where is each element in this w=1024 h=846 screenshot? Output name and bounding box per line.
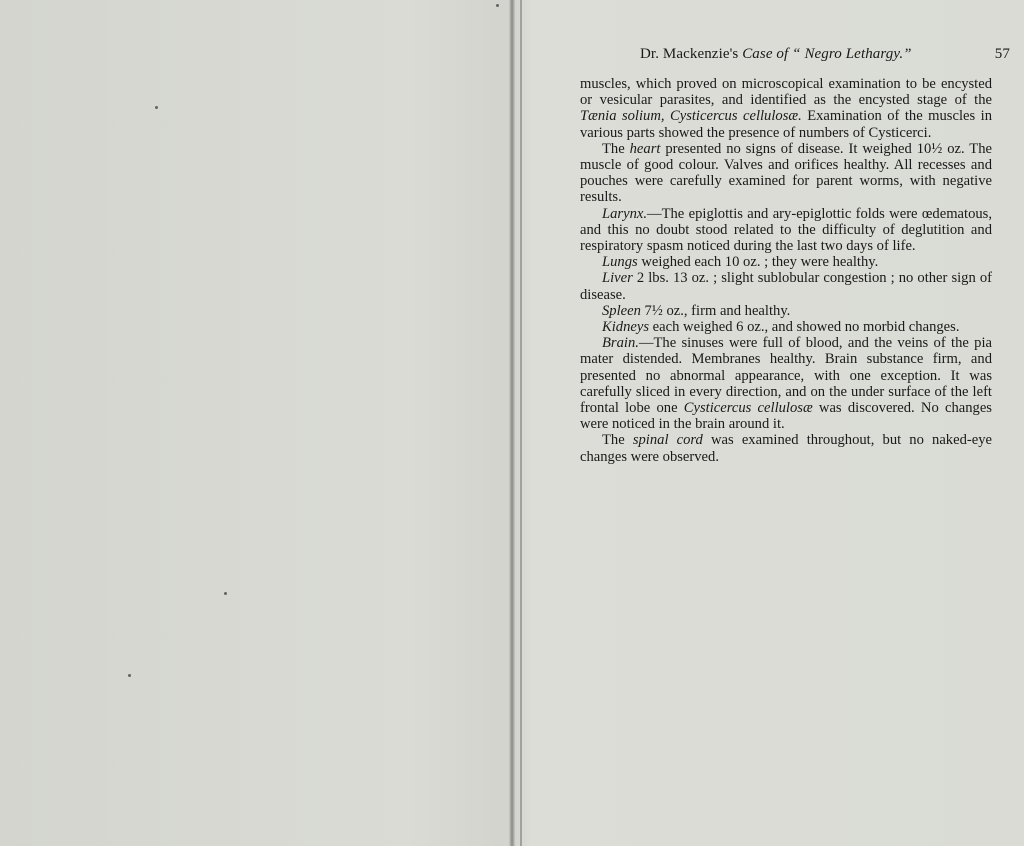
text-run: weighed each 10 oz. ; they were healthy. [637,254,879,271]
ink-speck [224,592,227,595]
italic-text: Brain. [602,335,639,352]
text-run: 7½ oz., firm and healthy. [640,302,791,319]
italic-text: Larynx. [602,205,647,222]
ink-speck [155,106,158,109]
italic-text: heart [629,140,661,157]
text-run: was examined throughout, but no naked-eye changes were observed. [580,432,992,465]
page-body-text [580,76,992,465]
italic-text: Tænia solium, Cysticercus cellulosæ. [580,108,802,125]
paragraph [580,254,992,270]
running-head-title-prefix: Dr. Mackenzie's [640,46,743,62]
text-run: 2 lbs. 13 oz. ; slight sublobular congestion ; no other sign of disease. [580,270,992,303]
running-head [640,46,1010,63]
italic-text: Cysticercus cellulosæ [683,400,813,417]
paragraph [580,141,992,206]
paragraph [580,270,992,302]
book-gutter [509,0,515,846]
text-run: The [602,140,630,157]
ink-speck [128,674,131,677]
text-run: presented no signs of disease. It weighed 10½ oz. The muscle of good colour. Valves and orifices healthy. All recesses and pouches were carefully examined for parent worms, with negative results. [580,140,992,206]
text-run: —The sinuses were full of blood, and the veins of the pia mater distended. Membranes healthy. Brain substance firm, and presented no abnormal appearance, with one exception. It was carefully sliced in every direction, and on the under surface of the left frontal lobe one [580,335,992,417]
text-run: The [602,432,633,449]
text-run: Examination of the muscles in various parts showed the presence of numbers of Cysticerci. [580,108,992,141]
running-head-title [640,46,912,63]
text-run: each weighed 6 oz., and showed no morbid changes. [649,319,960,336]
paragraph [580,335,992,432]
italic-text: Spleen [602,302,641,319]
italic-text: Lungs [602,254,638,271]
paragraph [580,432,992,464]
ink-speck [496,4,499,7]
italic-text: Liver [602,270,633,287]
paragraph [580,206,992,255]
text-run: was discovered. No changes were noticed in the brain around it. [580,400,992,433]
paragraph [580,76,992,141]
running-head-title-italic: Case of “ Negro Lethargy.” [742,46,912,62]
left-blank-page [0,0,509,846]
text-run: —The epiglottis and ary-epiglottic folds were œdematous, and this no doubt stood related to the difficulty of deglutition and respiratory spasm noticed during the last two days of life. [580,205,992,255]
paragraph [580,303,992,319]
italic-text: spinal cord [632,432,703,449]
paragraph [580,319,992,335]
right-page [520,0,1024,846]
italic-text: Kidneys [602,319,650,336]
text-run: muscles, which proved on microscopical examination to be encysted or vesicular parasites, and identified as the encysted stage of the [580,76,992,109]
page-number: 57 [994,46,1010,62]
